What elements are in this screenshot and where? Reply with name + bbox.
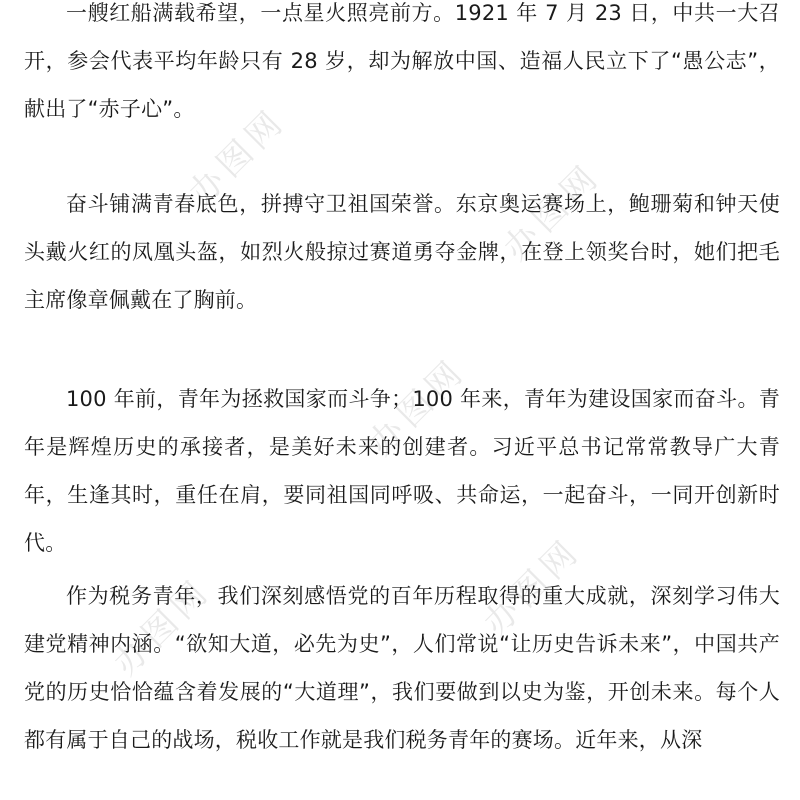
paragraph-red-boat: 一艘红船满载希望，一点星火照亮前方。1921 年 7 月 23 日，中共一大召开，参会代表平均年龄只有 28 岁，却为解放中国、造福人民立下了“愚公志”，献出了“赤子心”。 <box>24 1 780 121</box>
watermark: 办图网 <box>360 350 475 464</box>
watermark: 办图网 <box>475 530 590 644</box>
watermark: 办图网 <box>180 100 295 214</box>
watermark: 办图网 <box>105 570 220 684</box>
watermark: 办图网 <box>495 155 610 269</box>
paragraph-youth-history: 100 年前，青年为拯救国家而斗争；100 年来，青年为建设国家而奋斗。青年是辉煌历史的承接者，是美好未来的创建者。习近平总书记常常教导广大青年，生逢其时，重任在肩，要同祖国同呼吸、共命运，一起奋斗，一同开创新时代。 <box>24 387 780 555</box>
paragraph-olympics: 奋斗铺满青春底色，拼搏守卫祖国荣誉。东京奥运赛场上，鲍珊菊和钟天使头戴火红的凤凰头盔，如烈火般掠过赛道勇夺金牌，在登上领奖台时，她们把毛主席像章佩戴在了胸前。 <box>24 192 780 312</box>
paragraph-tax-youth: 作为税务青年，我们深刻感悟党的百年历程取得的重大成就，深刻学习伟大建党精神内涵。“欲知大道，必先为史”，人们常说“让历史告诉未来”，中国共产党的历史恰恰蕴含着发展的“大道理”，我们要做到以史为鉴，开创未来。每个人都有属于自己的战场，税收工作就是我们税务青年的赛场。近年来，从深 <box>24 584 780 752</box>
